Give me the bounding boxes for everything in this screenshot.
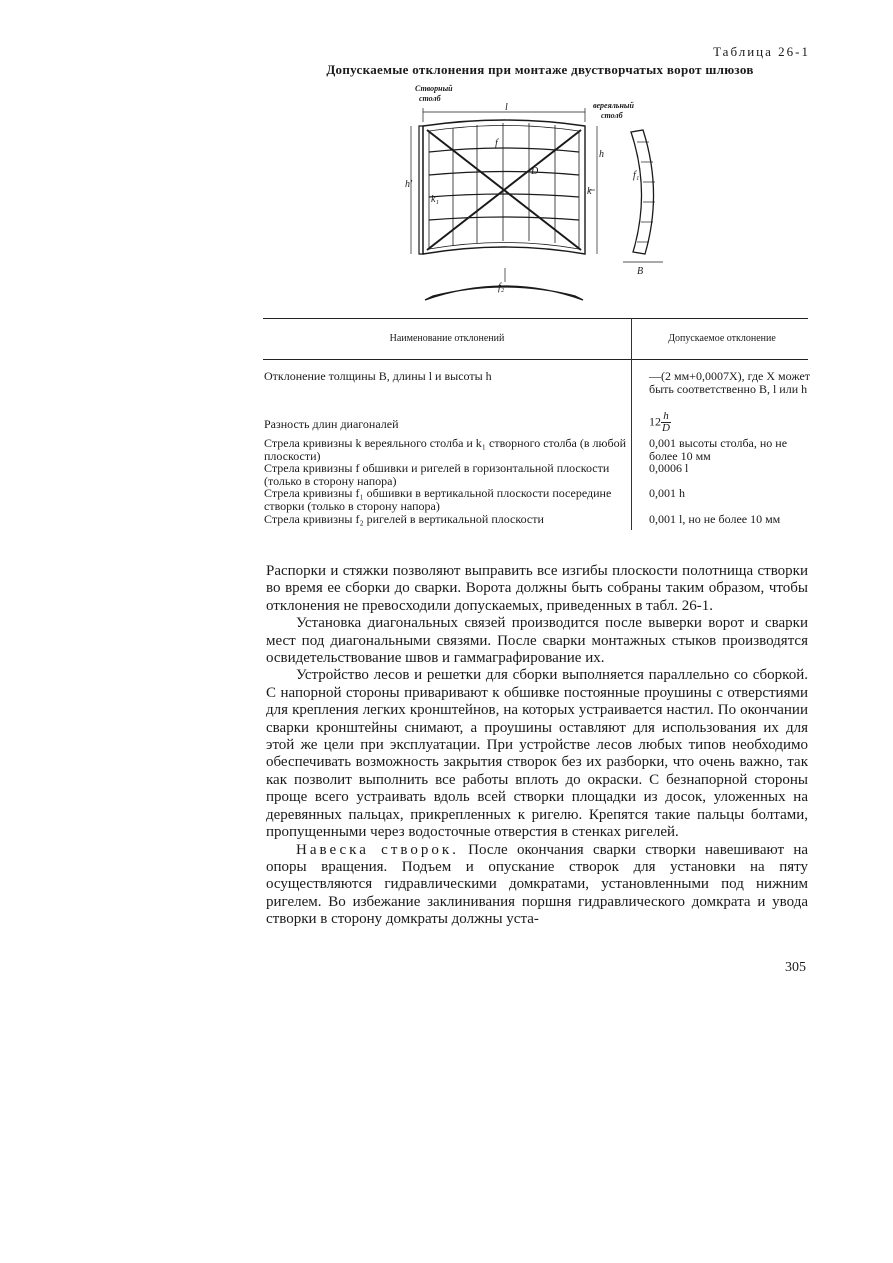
- table-row-1-value: —(2 мм+0,0007X), где X может быть соответственно B, l или h: [649, 369, 811, 396]
- table-row-4-value: 0,0006 l: [649, 461, 689, 475]
- table-row-6-name: Стрела кривизны f₂ ригелей в вертикальной плоскости: [264, 512, 544, 526]
- dim-f1: f₁: [633, 170, 640, 181]
- paragraph-4-text: После окончания сварки створки навешивают на опоры вращения. Подъем и опускание створок для установки на пяту осуществляются гидравлическими домкратами, установленными под нижним ригелем. Во избежание заклинивания поршня гидравлического домкрата и увода створки в сторону домкраты должны уста-: [266, 841, 808, 928]
- table-row-6-value: 0,001 l, но не более 10 мм: [649, 512, 781, 526]
- paragraph-2: Установка диагональных связей производится после выверки ворот и сварки мест под диагональными связями. После сварки монтажных стыков производятся освидетельствование швов и гаммаграфирование их.: [266, 615, 808, 667]
- diag-formula-prefix: 12: [649, 414, 661, 429]
- body-text: [266, 563, 808, 929]
- diag-formula-fraction: [661, 411, 671, 434]
- table-label: Таблица 26-1: [713, 44, 810, 59]
- diag-formula-den: D: [662, 422, 670, 434]
- col2-header: Допускаемое отклонение: [668, 333, 776, 344]
- table-row-1-name: Отклонение толщины B, длины l и высоты h: [264, 369, 492, 383]
- table-row-4-name: Стрела кривизны f обшивки и ригелей в горизонтальной плоскости (только в сторону напора): [264, 461, 610, 488]
- table-row-5-value: 0,001 h: [649, 486, 685, 500]
- dim-B: B: [637, 266, 644, 277]
- label-stvorny-2: столб: [419, 94, 441, 103]
- label-vereyalny-2: столб: [601, 111, 623, 120]
- dim-f: f: [495, 138, 498, 149]
- dim-k1: k₁: [431, 194, 439, 205]
- paragraph-4: [266, 842, 808, 929]
- dim-D: D: [531, 166, 539, 177]
- table-header-rule: [263, 359, 808, 360]
- table-title: Допускаемые отклонения при монтаже двустворчатых ворот шлюзов: [326, 62, 754, 77]
- table-top-rule: [263, 318, 808, 319]
- page-number: 305: [785, 960, 806, 975]
- paragraph-3: Устройство лесов и решетки для сборки выполняется параллельно со сборкой. С напорной стороны приваривают к обшивке постоянные проушины с отверстиями для крепления легких кронштейнов, на которых устраивается настил. По окончании сварки кронштейны снимают, а проушины оставляют для использования их для этой же цели при эксплуатации. При устройстве лесов любых типов необходимо обеспечивать возможность закрытия створок без их разборки, что очень важно, так как позволит выполнить все работы вплоть до окраски. С безнапорной стороны проще всего устраивать вдоль всей створки площадки из досок, уложенных на деревянных пальцах, прикрепленных к ригелю. Крепятся такие пальцы болтами, пропущенными через водосточные отверстия в стенках ригелей.: [266, 667, 808, 841]
- col1-header: Наименование отклонений: [389, 333, 505, 344]
- paragraph-4-title: Навеска створок.: [296, 841, 459, 858]
- table-row-5-name: Стрела кривизны f₁ обшивки в вертикальной плоскости посередине створки (только в сторону напора): [264, 486, 612, 513]
- table-row-3-value: 0,001 высоты столба, но не более 10 мм: [649, 436, 788, 463]
- label-stvorny-1: Створный: [415, 84, 453, 93]
- dim-h-prime: h': [405, 179, 413, 190]
- table-row-3-name: Стрела кривизны k вереяльного столба и k₁ створного столба (в любой плоскости): [264, 436, 627, 463]
- dim-f2: f₂: [498, 282, 505, 293]
- table-column-divider: [631, 318, 632, 530]
- table-row-2-name: Разность длин диагоналей: [264, 417, 399, 431]
- dim-h: h: [599, 149, 604, 160]
- gate-diagram: [405, 82, 675, 310]
- dim-k: k: [587, 186, 592, 197]
- label-vereyalny-1: вереяльный: [593, 101, 634, 110]
- diag-formula-num: h: [661, 411, 671, 423]
- dim-l: l: [505, 102, 508, 113]
- table-row-2-value: [649, 411, 811, 434]
- paragraph-1: Распорки и стяжки позволяют выправить все изгибы плоскости полотнища створки во время ее сборки до сварки. Ворота должны быть собраны таким образом, чтобы отклонения не превосходили допускаемых, приведенных в табл. 26-1.: [266, 563, 808, 614]
